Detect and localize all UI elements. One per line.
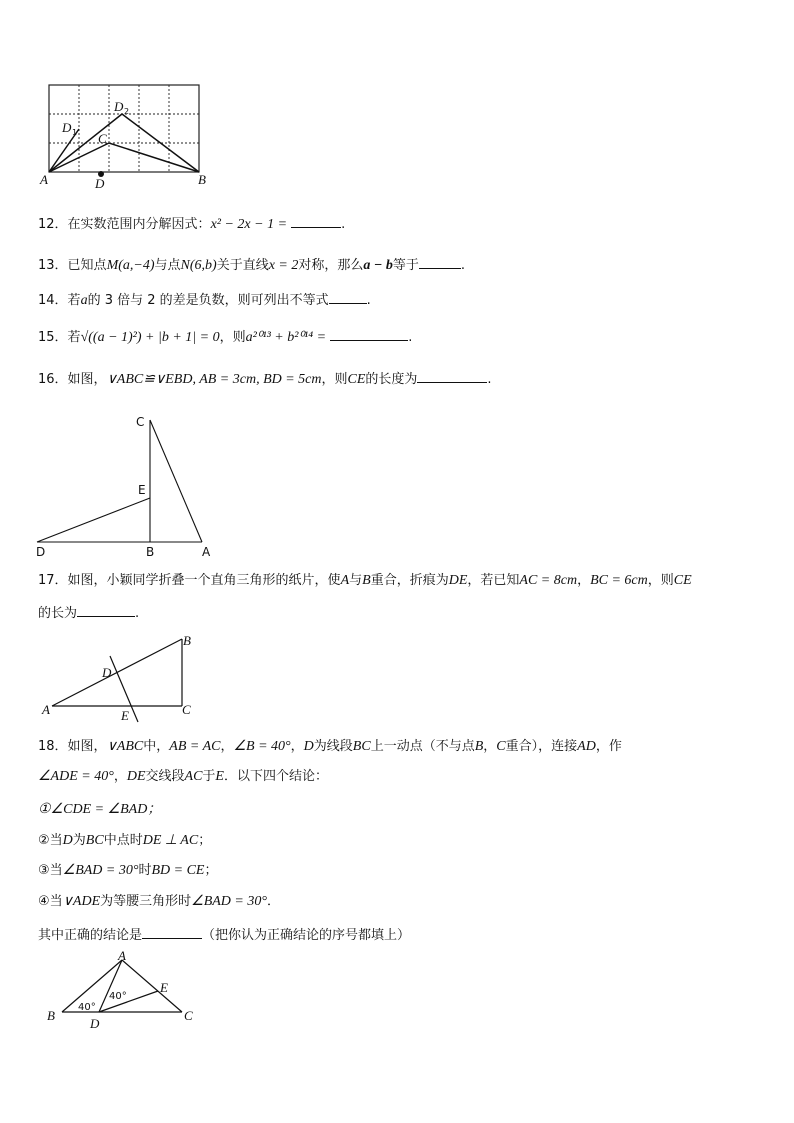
label-B: B: [183, 633, 191, 648]
label-A: A: [40, 172, 48, 187]
question-18-line-1: 18．如图，∨ABC中，AB = AC，∠B = 40°，D为线段BC上一动点（不与点B，C重合），连接AD，作: [38, 739, 622, 754]
label-B: B: [198, 172, 206, 187]
label-D: D: [95, 176, 105, 191]
question-12: 12．在实数范围内分解因式：x² − 2x − 1 = .: [38, 214, 345, 234]
label-E: E: [121, 708, 129, 723]
conclusion-4: ④当∨ADE为等腰三角形时∠BAD = 30°．: [38, 894, 280, 909]
question-17-line-2: 的长为 .: [38, 603, 139, 623]
question-15: 15．若√((a − 1)²) + |b + 1| = 0，则a²⁰¹³ + b²⁰¹⁴ = .: [38, 327, 412, 347]
answer-blank[interactable]: [419, 255, 461, 269]
grid-figure: [40, 84, 210, 194]
question-17-line-1: 17．如图，小颖同学折叠一个直角三角形的纸片，使A与B重合，折痕为DE，若已知AC = 8cm，BC = 6cm，则CE: [38, 573, 692, 588]
label-B: B: [146, 545, 155, 559]
label-C: C: [184, 1008, 193, 1023]
label-E: E: [138, 483, 146, 497]
question-13: 13．已知点M(a,−4)与点N(6,b)关于直线x = 2对称，那么a − b等于 .: [38, 255, 465, 275]
label-C: C: [182, 702, 191, 717]
label-A: A: [118, 948, 126, 963]
folded-triangle-figure: [40, 630, 210, 725]
question-16: 16．如图，∨ABC≌∨EBD, AB = 3cm, BD = 5cm，则CE的长度为 .: [38, 369, 492, 389]
label-C: C: [136, 415, 145, 429]
question-14: 14．若a的 3 倍与 2 的差是负数，则可列出不等式 .: [38, 290, 371, 310]
answer-blank[interactable]: [329, 290, 367, 304]
label-D1: D: [62, 120, 72, 135]
answer-blank[interactable]: [77, 603, 135, 617]
conclusion-2: ②当D为BC中点时DE ⊥ AC；: [38, 833, 212, 848]
angle-label-40-left: 40°: [78, 1002, 96, 1013]
label-D2: D: [114, 99, 124, 114]
conclusion-1: ①∠CDE = ∠BAD；: [38, 802, 162, 817]
label-D: D: [36, 545, 46, 559]
answer-blank[interactable]: [417, 369, 487, 383]
answer-blank[interactable]: [142, 925, 202, 939]
label-D1-sub: 1: [72, 128, 78, 137]
conclusion-3: ③当∠BAD = 30°时BD = CE；: [38, 863, 218, 878]
label-D: D: [90, 1016, 100, 1031]
answer-blank[interactable]: [291, 214, 341, 228]
isosceles-triangle-figure: [42, 950, 212, 1035]
right-triangle-figure: [34, 410, 224, 560]
label-D2-sub: 2: [124, 107, 130, 116]
label-A: A: [202, 545, 211, 559]
angle-label-40-right: 40°: [109, 991, 127, 1002]
question-18-ask: 其中正确的结论是 （把你认为正确结论的序号都填上）: [38, 925, 410, 945]
question-18-line-2: ∠ADE = 40°，DE交线段AC于E．以下四个结论：: [38, 769, 328, 784]
label-A: A: [42, 702, 50, 717]
label-D: D: [102, 665, 112, 680]
label-B: B: [47, 1008, 55, 1023]
answer-blank[interactable]: [330, 327, 408, 341]
label-C: C: [98, 131, 107, 146]
label-E: E: [160, 980, 168, 995]
